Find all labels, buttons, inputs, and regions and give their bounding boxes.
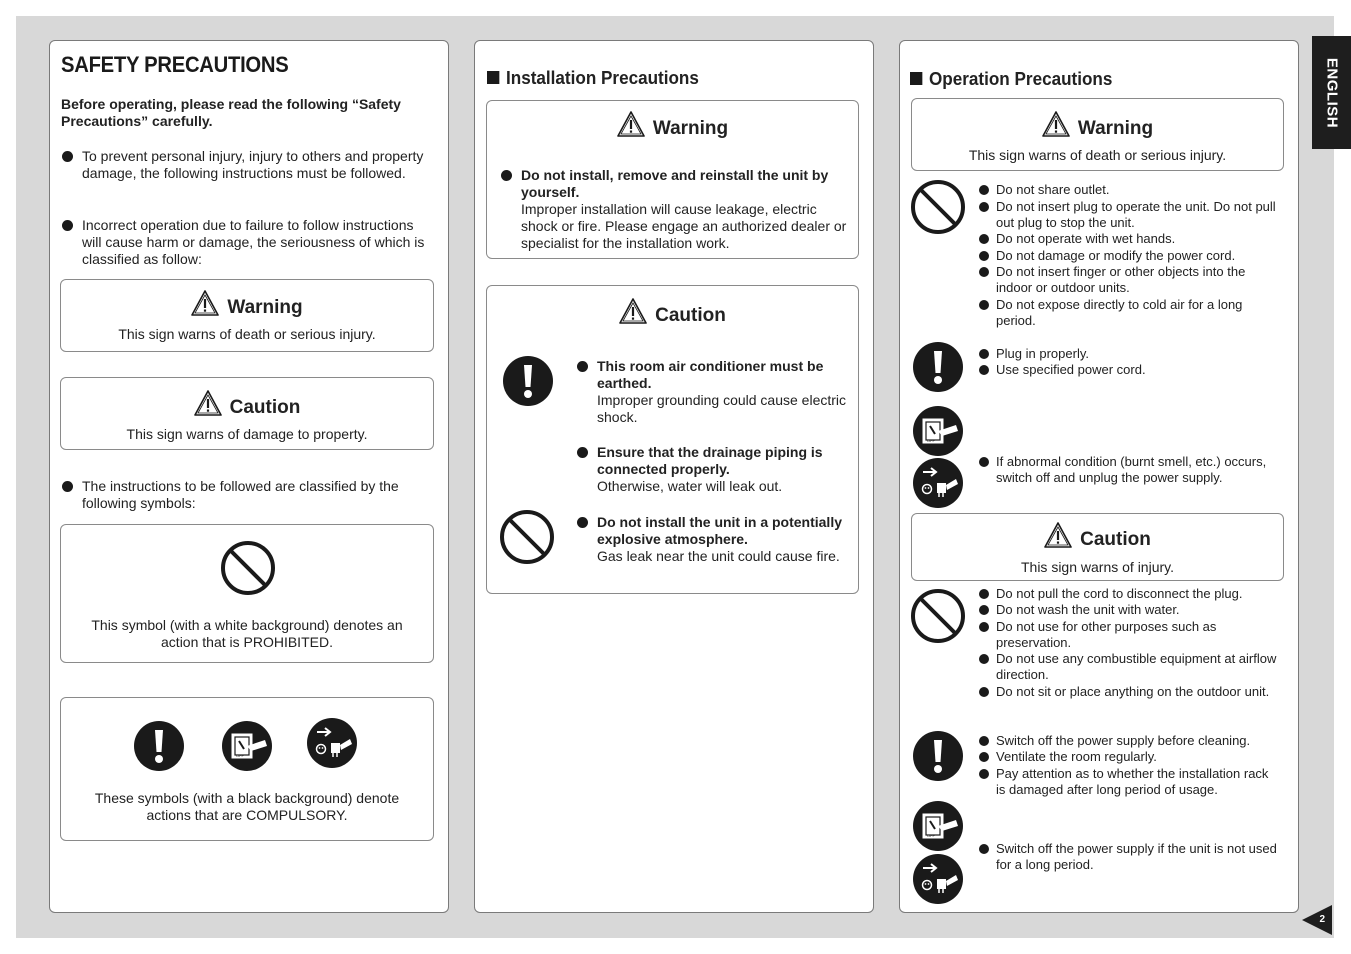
warning-triangle-icon — [617, 111, 645, 137]
bullet-dot — [979, 687, 989, 697]
prohibited-icon — [910, 588, 966, 644]
warning-triangle-icon — [194, 390, 222, 416]
prohibited-symbol-box — [60, 524, 434, 663]
bullet-dot — [979, 769, 989, 779]
warning-box — [60, 279, 434, 352]
warning-description: This sign warns of death or serious injury. — [118, 326, 376, 342]
list-item: If abnormal condition (burnt smell, etc.) occurs, switch off and unplug the power supply. — [979, 454, 1279, 486]
list-item: To prevent personal injury, injury to others and property damage, the following instructions must be followed. — [62, 148, 432, 182]
warning-triangle-icon — [619, 298, 647, 324]
list-item: Do not share outlet. — [979, 182, 1279, 198]
switch-off-icon — [221, 720, 273, 772]
bullet-dot — [979, 622, 989, 632]
exclamation-icon — [133, 720, 185, 772]
list-item: Incorrect operation due to failure to follow instructions will cause harm or damage, the seriousness of which is classified as follow: — [62, 217, 432, 268]
list-item: Do not use any combustible equipment at airflow direction. — [979, 651, 1279, 683]
bullet-dot — [62, 151, 73, 162]
operation-caution-box — [911, 513, 1284, 581]
list-item: This room air conditioner must be earthed. Improper grounding could cause electric shock. — [577, 358, 847, 426]
exclamation-icon — [912, 341, 964, 393]
bullet-dot — [979, 267, 989, 277]
page-corner-icon — [1302, 905, 1332, 935]
bullet-dot — [979, 654, 989, 664]
list-item: Do not insert plug to operate the unit. Do not pull out plug to stop the unit. — [979, 199, 1279, 231]
list-item: Do not damage or modify the power cord. — [979, 248, 1279, 264]
page-number: 2 — [1319, 914, 1325, 925]
bullet-dot — [979, 185, 989, 195]
exclamation-icon — [502, 355, 554, 407]
list-item: Do not insert finger or other objects into the indoor or outdoor units. — [979, 264, 1279, 296]
warning-triangle-icon — [1044, 522, 1072, 548]
bullet-dot — [979, 202, 989, 212]
warning-heading: Warning — [61, 290, 433, 319]
language-tab: ENGLISH — [1312, 36, 1351, 149]
list-item: Do not operate with wet hands. — [979, 231, 1279, 247]
caution-box — [60, 377, 434, 450]
intro-text: Before operating, please read the following “Safety Precautions” carefully. — [61, 96, 401, 129]
switch-off-icon — [912, 405, 964, 457]
bullet-dot — [979, 589, 989, 599]
exclamation-icon — [912, 730, 964, 782]
section-title-operation: Operation Precautions — [910, 69, 1112, 90]
list-item: Do not install the unit in a potentially explosive atmosphere. Gas leak near the unit could cause fire. — [577, 514, 847, 565]
compulsory-description: These symbols (with a black background) denote actions that are COMPULSORY. — [94, 790, 400, 823]
unplug-icon — [912, 853, 964, 905]
bullet-dot — [979, 365, 989, 375]
compulsory-symbol-box — [60, 697, 434, 841]
prohibited-icon — [499, 509, 555, 565]
bullet-dot — [577, 517, 588, 528]
prohibited-icon — [910, 179, 966, 235]
prohibited-description: This symbol (with a white background) denotes an action that is PROHIBITED. — [91, 617, 403, 650]
installation-warning-box — [486, 100, 859, 259]
unplug-icon — [912, 457, 964, 509]
bullet-dot — [577, 361, 588, 372]
switch-off-icon — [912, 800, 964, 852]
bullet-dot — [979, 844, 989, 854]
page-title: SAFETY PRECAUTIONS — [61, 52, 289, 77]
list-item: Switch off the power supply before cleaning. — [979, 733, 1284, 749]
list-item: Do not wash the unit with water. — [979, 602, 1279, 618]
caution-description: This sign warns of injury. — [1020, 559, 1174, 575]
list-item: Switch off the power supply if the unit is not used for a long period. — [979, 841, 1279, 873]
list-item: Do not use for other purposes such as preservation. — [979, 619, 1279, 651]
bullet-dot — [979, 251, 989, 261]
list-item: Pay attention as to whether the installation rack is damaged after long period of usage. — [979, 766, 1279, 798]
list-item: Do not sit or place anything on the outdoor unit. — [979, 684, 1279, 700]
caution-description: This sign warns of damage to property. — [126, 426, 368, 442]
bullet-dot — [979, 349, 989, 359]
bullet-dot — [979, 300, 989, 310]
bullet-dot — [62, 481, 73, 492]
warning-description: This sign warns of death or serious injury. — [968, 147, 1227, 163]
bullet-dot — [501, 170, 512, 181]
bullet-dot — [979, 234, 989, 244]
installation-caution-box — [486, 285, 859, 594]
list-item: The instructions to be followed are classified by the following symbols: — [62, 478, 432, 512]
prohibited-icon — [220, 540, 276, 596]
warning-heading: Warning — [487, 111, 858, 140]
bullet-dot — [979, 736, 989, 746]
list-item: Ventilate the room regularly. — [979, 749, 1279, 765]
list-item: Use specified power cord. — [979, 362, 1279, 378]
page-number-badge — [1302, 905, 1332, 935]
list-item: Do not install, remove and reinstall the unit by yourself. Improper installation will cause leakage, electric shock or fire. Please engage an authorized dealer or specialist for the installation work. — [501, 167, 847, 252]
caution-heading: Caution — [61, 390, 433, 419]
warning-triangle-icon — [191, 290, 219, 316]
warning-heading: Warning — [912, 111, 1283, 140]
square-bullet-icon — [487, 71, 499, 84]
list-item: Plug in properly. — [979, 346, 1279, 362]
bullet-dot — [979, 752, 989, 762]
unplug-icon — [306, 717, 358, 769]
list-item: Do not expose directly to cold air for a long period. — [979, 297, 1279, 329]
bullet-dot — [979, 605, 989, 615]
section-title-installation: Installation Precautions — [487, 68, 699, 89]
list-item: Do not pull the cord to disconnect the plug. — [979, 586, 1279, 602]
square-bullet-icon — [910, 72, 922, 85]
list-item: Ensure that the drainage piping is connected properly. Otherwise, water will leak out. — [577, 444, 847, 495]
bullet-dot — [577, 447, 588, 458]
bullet-dot — [979, 457, 989, 467]
caution-heading: Caution — [912, 522, 1283, 551]
warning-triangle-icon — [1042, 111, 1070, 137]
operation-warning-box — [911, 98, 1284, 171]
bullet-dot — [62, 220, 73, 231]
caution-heading: Caution — [487, 298, 858, 327]
